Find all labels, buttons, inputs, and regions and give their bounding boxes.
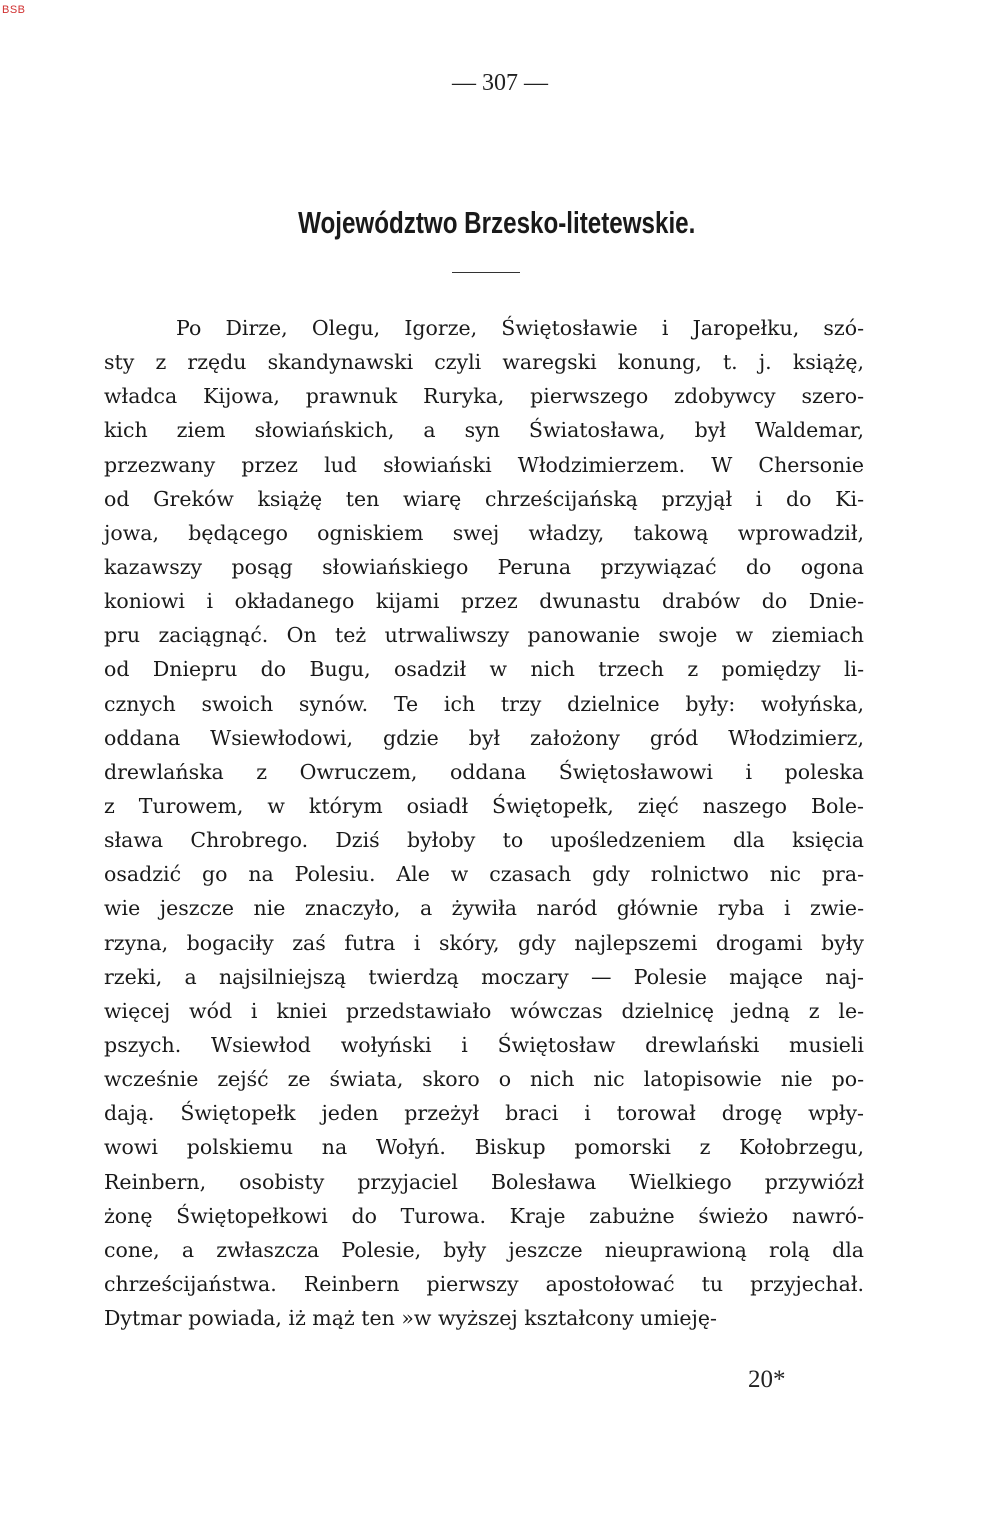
- text-line: wie jeszcze nie znaczyło, a żywiła naród głównie ryba i zwie-: [104, 896, 864, 921]
- text-line: z Turowem, w którym osiadł Świętopełk, zięć naszego Bole-: [104, 793, 864, 818]
- text-line: Po Dirze, Olegu, Igorze, Świętosławie i Jaropełku, szó-: [176, 316, 864, 340]
- text-line: chrześcijaństwa. Reinbern pierwszy apostołować tu przyjechał.: [104, 1271, 864, 1296]
- text-line: więcej wód i kniei przedstawiało wówczas dzielnicę jedną z le-: [104, 998, 864, 1023]
- text-line: kazawszy posąg słowiańskiego Peruna przywiązać do ogona: [104, 554, 864, 579]
- text-line: Dytmar powiada, iż mąż ten »w wyższej kształcony umieję-: [104, 1306, 717, 1331]
- text-line: rzyna, bogaciły zaś futra i skóry, gdy najlepszemi drogami były: [104, 930, 864, 955]
- text-line: sława Chrobrego. Dziś byłoby to upośledzeniem dla księcia: [104, 828, 864, 853]
- text-line: żonę Świętopełkowi do Turowa. Kraje zabużne świeżo nawró-: [104, 1203, 864, 1228]
- text-line: drewlańska z Owruczem, oddana Świętosławowi i poleska: [104, 759, 864, 784]
- text-line: wowi polskiemu na Wołyń. Biskup pomorski z Kołobrzegu,: [104, 1135, 864, 1160]
- text-line: Reinbern, osobisty przyjaciel Bolesława Wielkiego przywiózł: [104, 1169, 864, 1194]
- library-watermark: BSB: [2, 4, 26, 16]
- text-line: dają. Świętopełk jeden przeżył braci i torował drogę wpły-: [104, 1101, 864, 1126]
- page-number: — 307 —: [452, 70, 548, 96]
- text-line: pszych. Wsiewłod wołyński i Świętosław drewlański musieli: [104, 1032, 864, 1057]
- text-line: oddana Wsiewłodowi, gdzie był założony gród Włodzimierz,: [104, 725, 864, 750]
- text-line: pru zaciągnąć. On też utrwaliwszy panowanie swoje w ziemiach: [104, 623, 864, 648]
- text-line: koniowi i okładanego kijami przez dwunastu drabów do Dnie-: [104, 589, 864, 614]
- signature-mark: 20*: [748, 1366, 786, 1393]
- text-line: sty z rzędu skandynawski czyli waregski konung, t. j. książę,: [104, 350, 864, 375]
- text-line: wcześnie zejść ze świata, skoro o nich nic latopisowie nie po-: [104, 1067, 864, 1092]
- text-line: jowa, będącego ogniskiem swej władzy, takową wprowadził,: [104, 520, 864, 545]
- text-line: władca Kijowa, prawnuk Ruryka, pierwszego zdobywcy szero-: [104, 384, 864, 409]
- body-text: [104, 311, 864, 1335]
- text-line: od Dniepru do Bugu, osadził w nich trzech z pomiędzy li-: [104, 657, 864, 682]
- text-line: rzeki, a najsilniejszą twierdzą moczary — Polesie mające naj-: [104, 964, 864, 989]
- title-divider: [452, 272, 520, 273]
- text-line: cone, a zwłaszcza Polesie, były jeszcze nieuprawioną rolą dla: [104, 1237, 864, 1262]
- text-line: kich ziem słowiańskich, a syn Światosława, był Waldemar,: [104, 418, 864, 443]
- text-line: od Greków książę ten wiarę chrześcijańską przyjął i do Ki-: [104, 486, 864, 511]
- text-line: przezwany przez lud słowiański Włodzimierzem. W Chersonie: [104, 452, 864, 477]
- text-line: osadzić go na Polesiu. Ale w czasach gdy rolnictwo nic pra-: [104, 862, 864, 887]
- section-title: Województwo Brzesko-litetewskie.: [298, 205, 696, 240]
- text-line: cznych swoich synów. Te ich trzy dzielnice były: wołyńska,: [104, 691, 864, 716]
